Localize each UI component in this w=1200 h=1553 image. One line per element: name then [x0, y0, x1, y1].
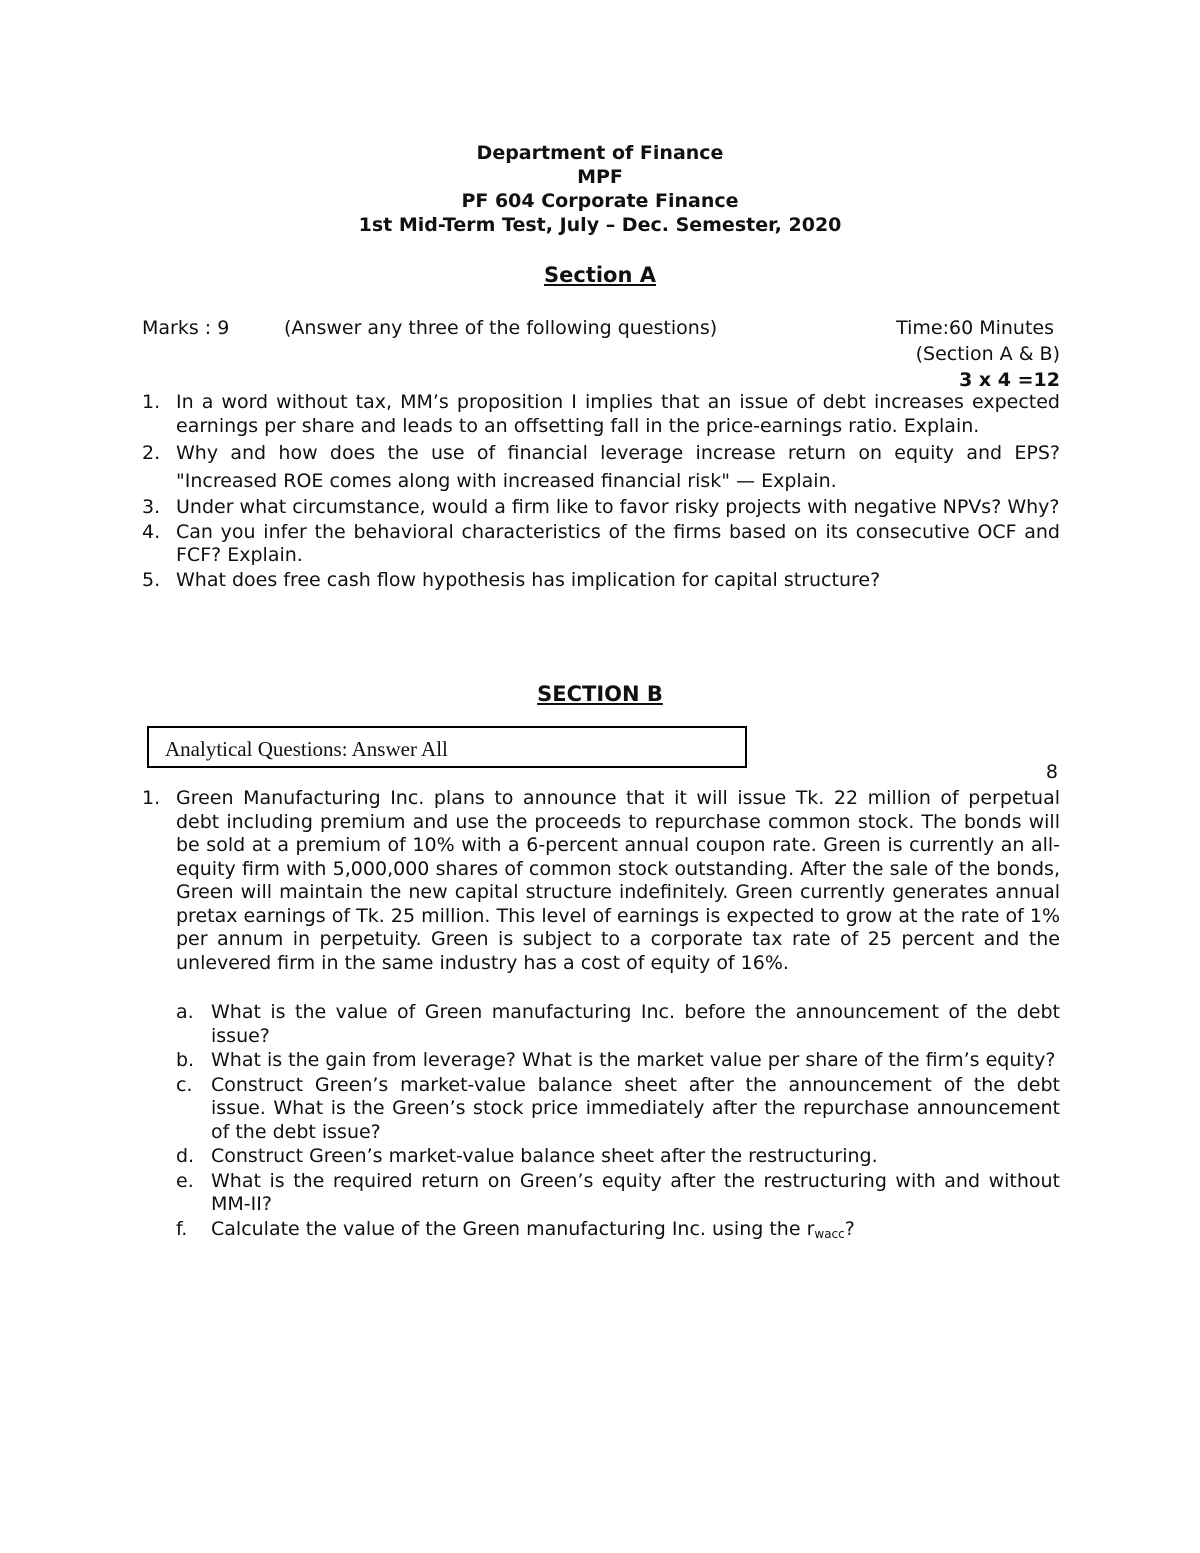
time-label: Time:60 Minutes: [896, 317, 1054, 339]
department-name: Department of Finance: [476, 142, 724, 164]
score-label: 3 x 4 =12: [959, 369, 1060, 391]
question-item: [142, 439, 1060, 495]
exam-title: 1st Mid-Term Test, July – Dec. Semester, 2020: [358, 214, 842, 236]
section-b-title: SECTION B: [537, 682, 663, 706]
course-title: PF 604 Corporate Finance: [461, 190, 739, 212]
section-a-questions: [142, 391, 1060, 593]
sub-question-text: What is the value of Green manufacturing Inc. before the announcement of the debt issue?: [211, 1001, 1060, 1047]
question-number: 3.: [142, 496, 161, 518]
sub-question-letter: c.: [176, 1073, 193, 1096]
sub-question-item: [176, 1170, 1060, 1217]
analytical-questions-box: Analytical Questions: Answer All: [147, 726, 747, 768]
sub-question-item: [176, 1001, 1060, 1048]
sub-question-item: [176, 1218, 1060, 1247]
question-text: Green Manufacturing Inc. plans to announce that it will issue Tk. 22 million of perpetual debt including premium and use the proceeds to repurchase common stock. The bonds will be sold at a premium of 10% with a 6-percent annual coupon rate. Green is currently an all-equity firm with 5,000,000 shares of common stock outstanding. After the sale of the bonds, Green will maintain the new capital structure indefinitely. Green currently generates annual pretax earnings of Tk. 25 million. This level of earnings is expected to grow at the rate of 1% per annum in perpetuity. Green is subject to a corporate tax rate of 25 percent and the unlevered firm in the same industry has a cost of equity of 16%.: [176, 787, 1060, 974]
question-item: [142, 496, 1060, 520]
sub-questions: [176, 1001, 1060, 1247]
question-text: What does free cash flow hypothesis has implication for capital structure?: [176, 568, 881, 591]
question-number: 4.: [142, 520, 161, 543]
question-item: [142, 569, 1060, 593]
question-item: [142, 391, 1060, 438]
question-text: Can you infer the behavioral characteristics of the firms based on its consecutive OCF and FCF? Explain.: [176, 520, 1060, 566]
exam-header: [0, 141, 1200, 237]
marks-label: Marks : 9: [142, 317, 230, 339]
sub-question-letter: d.: [176, 1145, 195, 1167]
sub-question-letter: a.: [176, 1001, 194, 1023]
sub-question-suffix: ?: [844, 1217, 855, 1240]
sub-question-letter: b.: [176, 1049, 195, 1071]
sub-question-text: What is the gain from leverage? What is the market value per share of the firm’s equity?: [211, 1049, 1056, 1071]
question-item: [142, 521, 1060, 568]
sub-question-letter: f.: [176, 1217, 188, 1240]
question-text: In a word without tax, MM’s proposition I implies that an issue of debt increases expected earnings per share and leads to an offsetting fall in the price-earnings ratio. Explain.: [176, 391, 1060, 437]
program-name: MPF: [577, 166, 623, 188]
question-text: Why and how does the use of financial leverage increase return on equity and EPS? "Increased ROE comes along with increased financial risk" — Explain.: [176, 442, 1060, 492]
section-b-marks: 8: [1045, 761, 1058, 783]
wacc-subscript: wacc: [814, 1226, 845, 1241]
sub-question-item: [176, 1049, 1060, 1073]
question-item: [142, 787, 1060, 975]
sub-question-text: What is the required return on Green’s equity after the restructuring with and without MM-II?: [211, 1169, 1060, 1215]
sub-question-text: Construct Green’s market-value balance sheet after the restructuring.: [211, 1145, 878, 1167]
section-a-title: Section A: [544, 263, 656, 287]
question-number: 1.: [142, 391, 161, 413]
question-number: 2.: [142, 442, 161, 464]
sub-question-item: [176, 1145, 1060, 1169]
time-note: (Section A & B): [915, 343, 1060, 365]
section-b-questions: [142, 787, 1060, 976]
question-text: Under what circumstance, would a firm like to favor risky projects with negative NPVs? Why?: [176, 496, 1060, 518]
sub-question-text: Construct Green’s market-value balance sheet after the announcement of the debt issue. What is the Green’s stock price immediately after the repurchase announcement of the debt issue?: [211, 1073, 1060, 1143]
sub-question-text: Calculate the value of the Green manufacturing Inc. using the r: [211, 1217, 815, 1240]
sub-question-item: [176, 1074, 1060, 1145]
sub-question-letter: e.: [176, 1169, 194, 1192]
question-number: 1.: [142, 787, 161, 809]
instruction-text: (Answer any three of the following questions): [284, 317, 718, 339]
question-number: 5.: [142, 568, 161, 591]
